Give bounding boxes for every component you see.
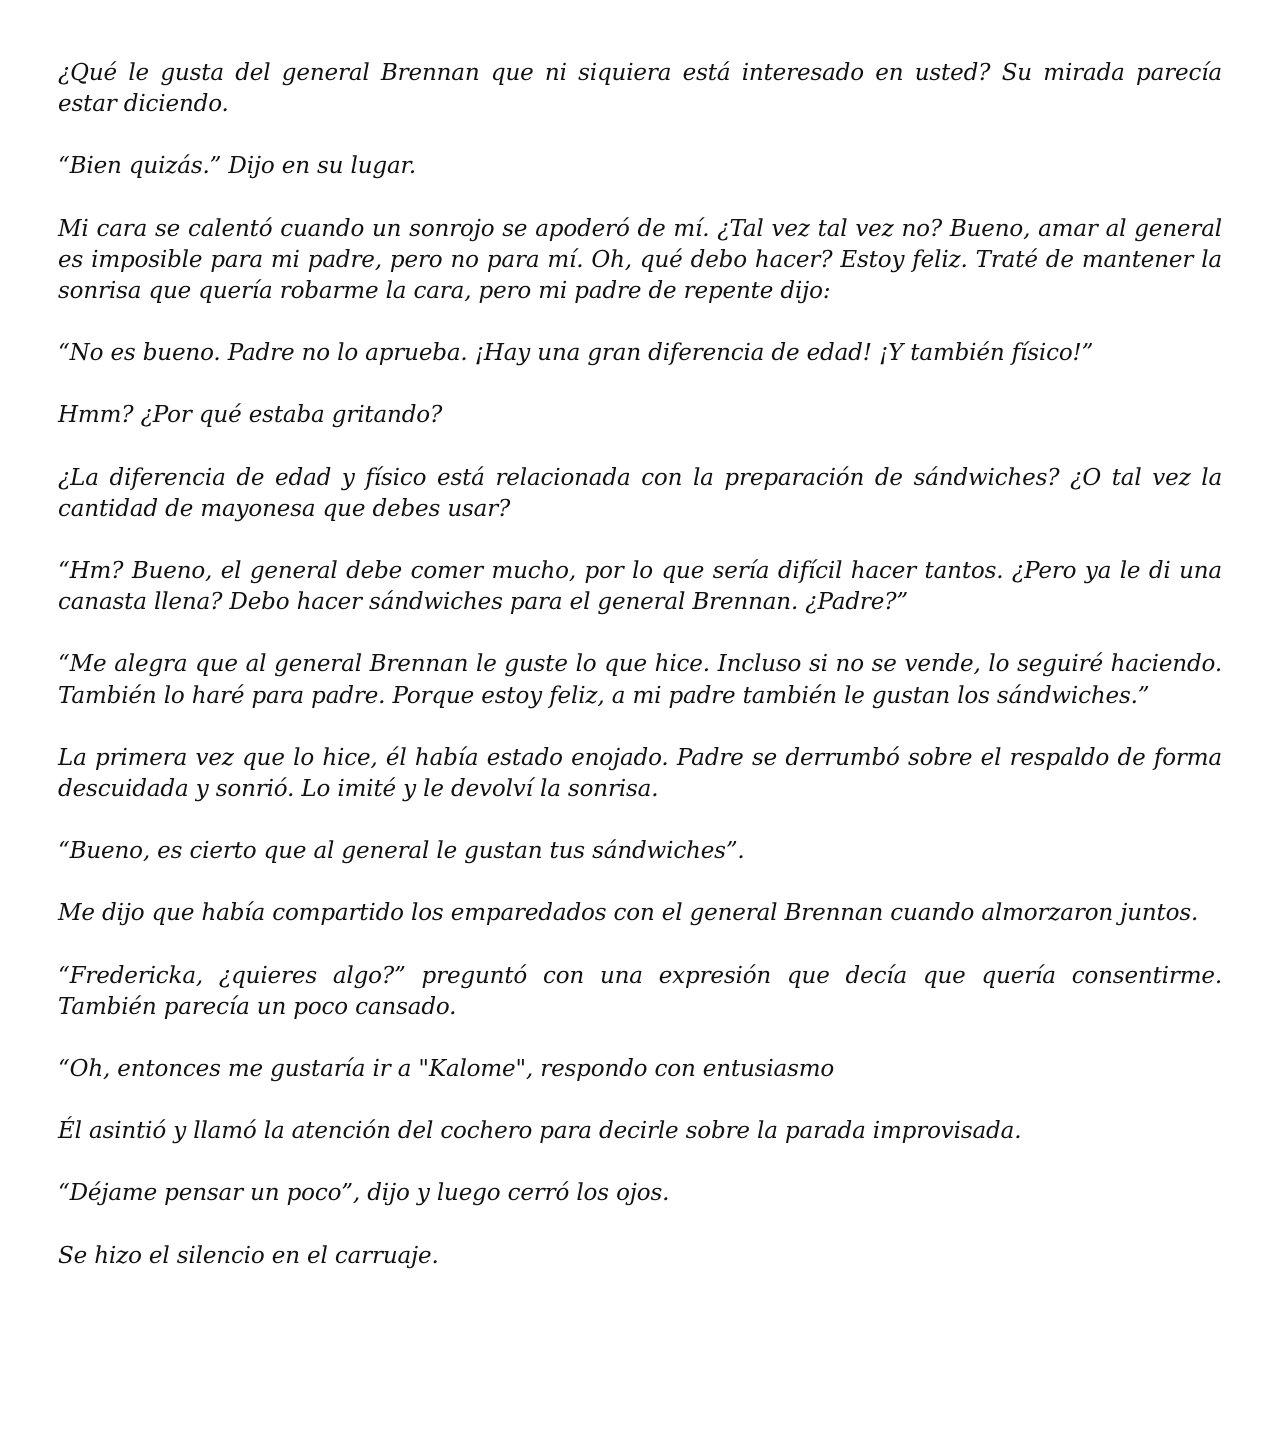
paragraph-6: ¿La diferencia de edad y físico está relacionada con la preparación de sándwiches? ¿O tal vez la cantidad de mayonesa que debes usar?: [58, 464, 1222, 522]
paragraph-14: Él asintió y llamó la atención del cochero para decirle sobre la parada improvisada.: [58, 1118, 1022, 1145]
paragraph-5: Hmm? ¿Por qué estaba gritando?: [58, 402, 443, 429]
document-page: [58, 58, 1222, 1272]
paragraph-2: “Bien quizás.” Dijo en su lugar.: [58, 153, 416, 180]
paragraph-13: “Oh, entonces me gustaría ir a "Kalome", respondo con entusiasmo: [58, 1056, 835, 1083]
paragraph-1: ¿Qué le gusta del general Brennan que ni siquiera está interesado en usted? Su mirada parecía estar diciendo.: [58, 60, 1222, 118]
paragraph-11: Me dijo que había compartido los emparedados con el general Brennan cuando almorzaron juntos.: [58, 900, 1199, 927]
paragraph-12: “Fredericka, ¿quieres algo?” preguntó con una expresión que decía que quería consentirme. También parecía un poco cansado.: [58, 962, 1222, 1020]
paragraph-9: La primera vez que lo hice, él había estado enojado. Padre se derrumbó sobre el respaldo de forma descuidada y sonrió. Lo imité y le devolví la sonrisa.: [58, 744, 1222, 803]
paragraph-10: “Bueno, es cierto que al general le gustan tus sándwiches”.: [58, 838, 745, 865]
paragraph-4: “No es bueno. Padre no lo aprueba. ¡Hay una gran diferencia de edad! ¡Y también físico!”: [58, 340, 1094, 367]
paragraph-7: “Hm? Bueno, el general debe comer mucho, por lo que sería difícil hacer tantos. ¿Pero ya le di una canasta llena? Debo hacer sándwiches para el general Brennan. ¿Padre?”: [58, 558, 1222, 616]
paragraph-16: Se hizo el silencio en el carruaje.: [58, 1242, 439, 1269]
paragraph-3: Mi cara se calentó cuando un sonrojo se apoderó de mí. ¿Tal vez tal vez no? Bueno, amar al general es imposible para mi padre, pero no para mí. Oh, qué debo hacer? Estoy feliz. Traté de mantener la sonrisa que quería robarme la cara, pero mi padre de repente dijo:: [58, 215, 1222, 305]
paragraph-15: “Déjame pensar un poco”, dijo y luego cerró los ojos.: [58, 1180, 670, 1207]
paragraph-8: “Me alegra que al general Brennan le guste lo que hice. Incluso si no se vende, lo seguiré haciendo. También lo haré para padre. Porque estoy feliz, a mi padre también le gustan los sándwiches.”: [58, 651, 1222, 709]
